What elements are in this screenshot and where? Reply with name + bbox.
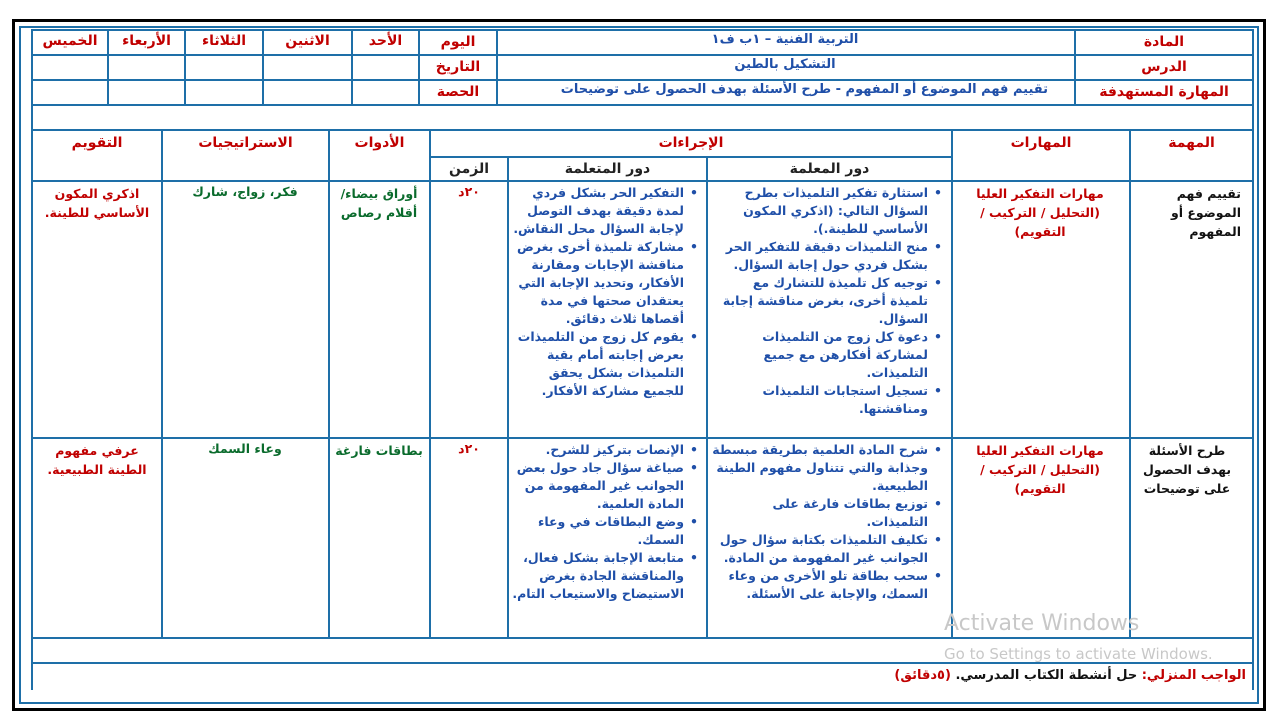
row1-evaluation: اذكري المكون الأساسي للطينة. xyxy=(44,186,150,220)
list-item: • استثارة تفكير التلميذات بطرح السؤال التالي: (اذكري المكون الأساسي للطينة.). xyxy=(712,184,928,238)
col-evaluation: التقويم xyxy=(71,135,123,151)
day-sunday: الأحد xyxy=(368,33,403,49)
col-strategies: الاستراتيجيات xyxy=(198,135,293,151)
lesson-value: التشكيل بالطين xyxy=(734,57,836,72)
col-student-role: دور المتعلمة xyxy=(564,161,651,177)
grid-line xyxy=(1252,104,1254,690)
row1-skills: مهارات التفكير العليا (التحليل / التركيب / التقويم) xyxy=(976,186,1104,239)
activate-windows-subtitle: Go to Settings to activate Windows. xyxy=(944,645,1213,663)
col-tools: الأدوات xyxy=(354,135,405,151)
row1-tools: أوراق بيضاء/ أقلام رصاص xyxy=(340,186,418,220)
list-item: • الإنصات بتركيز للشرح. xyxy=(512,441,684,459)
row2-tools: بطاقات فارغة xyxy=(335,443,423,458)
lesson-label: الدرس xyxy=(1141,59,1187,75)
list-item: • شرح المادة العلمية بطريقة مبسطة وجذابة والتي تتناول مفهوم الطينة الطبيعية. xyxy=(712,441,928,495)
list-item: • توزيع بطاقات فارغة على التلميذات. xyxy=(712,495,928,531)
grid-line xyxy=(31,437,1253,439)
list-item: • يقوم كل زوج من التلميذات بعرض إجابته أمام بقية التلميذات بشكل يحقق للجميع مشاركة الأفكار. xyxy=(512,328,684,400)
day-tuesday: الثلاثاء xyxy=(201,33,247,49)
skill-label: المهارة المستهدفة xyxy=(1099,84,1229,100)
row2-time: ٢٠د xyxy=(458,441,480,456)
grid-line xyxy=(31,637,1253,639)
row2-skills: مهارات التفكير العليا (التحليل / التركيب / التقويم) xyxy=(976,443,1104,496)
col-task: المهمة xyxy=(1168,135,1215,151)
date-label: التاريخ xyxy=(435,59,481,75)
list-item: • توجيه كل تلميذة للتشارك مع تلميذة أخرى، بغرض مناقشة إجابة السؤال. xyxy=(712,274,928,328)
grid-line xyxy=(31,180,1253,182)
list-item: • تسجيل استجابات التلميذات ومناقشتها. xyxy=(712,382,928,418)
row1-strategy: فكر، زواج، شارك xyxy=(192,184,298,199)
col-procedures: الإجراءات xyxy=(658,135,724,151)
row1-time: ٢٠د xyxy=(458,184,480,199)
period-label: الحصة xyxy=(436,84,480,100)
row2-task: طرح الأسئلة بهدف الحصول على توضيحات xyxy=(1142,443,1232,496)
list-item: • منح التلميذات دقيقة للتفكير الحر بشكل فردي حول إجابة السؤال. xyxy=(712,238,928,274)
grid-line xyxy=(1129,129,1131,638)
row1-student-role xyxy=(512,184,700,400)
row1-task: تقييم فهم الموضوع أو المفهوم xyxy=(1170,186,1241,239)
homework-label: الواجب المنزلي: xyxy=(1141,668,1246,683)
row2-student-role xyxy=(512,441,700,603)
list-item: • متابعة الإجابة بشكل فعال، والمناقشة الجادة بغرض الاستيضاح والاستيعاب التام. xyxy=(512,549,684,603)
homework-duration: (٥دقائق) xyxy=(894,668,951,683)
list-item: • التفكير الحر بشكل فردي لمدة دقيقة بهدف التوصل لإجابة السؤال محل النقاش. xyxy=(512,184,684,238)
grid-line xyxy=(328,129,330,638)
grid-line xyxy=(161,129,163,638)
list-item: • دعوة كل زوج من التلميذات لمشاركة أفكارهن مع جميع التلميذات. xyxy=(712,328,928,382)
day-wednesday: الأربعاء xyxy=(122,33,171,49)
day-thursday: الخميس xyxy=(42,33,98,49)
col-teacher-role: دور المعلمة xyxy=(789,161,870,177)
skill-value: تقييم فهم الموضوع أو المفهوم - طرح الأسئلة بهدف الحصول على توضيحات xyxy=(560,82,1048,97)
list-item: • مشاركة تلميذة أخرى بغرض مناقشة الإجابات ومقارنة الأفكار، وتحديد الإجابة التي يعتقدان صحتها في مدة أقصاها ثلاث دقائق. xyxy=(512,238,684,328)
grid-line xyxy=(1252,29,1254,105)
col-time: الزمن xyxy=(448,161,490,177)
homework-line xyxy=(40,666,1246,686)
grid-line xyxy=(31,104,33,690)
grid-line xyxy=(31,104,1253,106)
row2-teacher-role xyxy=(712,441,944,603)
row1-teacher-role xyxy=(712,184,944,418)
grid-line xyxy=(429,129,431,638)
list-item: • صياغة سؤال جاد حول بعض الجوانب غير المفهومة من المادة العلمية. xyxy=(512,459,684,513)
list-item: • وضع البطاقات في وعاء السمك. xyxy=(512,513,684,549)
subject-value: التربية الفنية – ١ب ف١ xyxy=(711,32,859,47)
grid-line xyxy=(706,156,708,638)
subject-label: المادة xyxy=(1143,34,1185,50)
homework-text: حل أنشطة الكتاب المدرسي. xyxy=(955,668,1138,683)
row2-strategy: وعاء السمك xyxy=(208,441,282,456)
grid-line xyxy=(507,156,509,638)
activate-windows-title: Activate Windows xyxy=(944,611,1140,636)
row2-evaluation: عرفي مفهوم الطينة الطبيعية. xyxy=(47,443,147,477)
col-skills: المهارات xyxy=(1010,135,1072,151)
list-item: • سحب بطاقة تلو الأخرى من وعاء السمك، والإجابة على الأسئلة. xyxy=(712,567,928,603)
day-label: اليوم xyxy=(440,34,476,50)
day-monday: الاثنين xyxy=(285,33,330,49)
list-item: • تكليف التلميذات بكتابة سؤال حول الجوانب غير المفهومة من المادة. xyxy=(712,531,928,567)
grid-line xyxy=(951,129,953,638)
